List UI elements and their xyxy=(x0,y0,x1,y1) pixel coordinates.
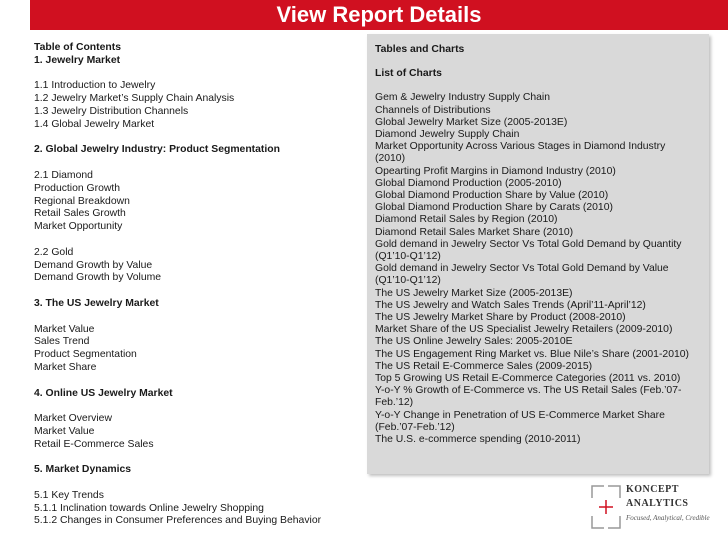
toc-item[interactable]: Retail E-Commerce Sales xyxy=(34,438,154,450)
toc-item[interactable]: 5.1 Key Trends xyxy=(34,489,104,501)
chart-list-item[interactable]: Global Jewelry Market Size (2005-2013E) xyxy=(375,116,568,128)
toc-item[interactable]: 2.2 Gold xyxy=(34,246,74,258)
toc-item[interactable]: Market Overview xyxy=(34,413,112,425)
chart-list-item[interactable]: Opearting Profit Margins in Diamond Industry (2010) xyxy=(375,165,616,177)
chart-list-item[interactable]: Diamond Retail Sales by Region (2010) xyxy=(375,214,558,226)
koncept-analytics-logo xyxy=(582,476,728,546)
chart-list-item[interactable]: (Q1’10-Q1’12) xyxy=(375,275,441,287)
toc-item[interactable]: 1.1 Introduction to Jewelry xyxy=(34,80,156,92)
toc-item[interactable]: Sales Trend xyxy=(34,336,90,348)
logo-brand-line2: ANALYTICS xyxy=(626,498,689,509)
toc-section-heading[interactable]: 5. Market Dynamics xyxy=(34,464,132,476)
chart-list-item[interactable]: The US Jewelry Market Share by Product (2008-2010) xyxy=(375,312,626,324)
toc-item[interactable]: Market Value xyxy=(34,425,95,437)
toc-item[interactable]: Production Growth xyxy=(34,182,121,194)
chart-list-item[interactable]: (Feb.’07-Feb.’12) xyxy=(375,421,455,433)
chart-list-item[interactable]: Gold demand in Jewelry Sector Vs Total Gold Demand by Quantity xyxy=(375,238,682,250)
chart-list-item[interactable]: Global Diamond Production Share by Carats (2010) xyxy=(375,202,613,214)
toc-item[interactable]: Demand Growth by Value xyxy=(34,259,153,271)
chart-list-item[interactable]: The US Retail E-Commerce Sales (2009-2015) xyxy=(375,360,593,372)
charts-list-heading: List of Charts xyxy=(375,68,442,80)
chart-list-item[interactable]: Y-o-Y Change in Penetration of US E-Commerce Market Share xyxy=(375,409,665,421)
toc-section-heading[interactable]: 3. The US Jewelry Market xyxy=(34,297,159,309)
toc-item[interactable]: 2.1 Diamond xyxy=(34,169,93,181)
chart-list-item[interactable]: Diamond Retail Sales Market Share (2010) xyxy=(375,226,574,238)
charts-list xyxy=(375,92,707,446)
chart-list-item[interactable]: Channels of Distributions xyxy=(375,104,491,116)
chart-list-item[interactable]: Diamond Jewelry Supply Chain xyxy=(375,129,520,141)
toc-item[interactable]: Market Value xyxy=(34,323,95,335)
chart-list-item[interactable]: Global Diamond Production (2005-2010) xyxy=(375,177,562,189)
chart-list-item[interactable]: The US Jewelry and Watch Sales Trends (April’11-April’12) xyxy=(375,299,646,311)
chart-list-item[interactable]: Feb.’12) xyxy=(375,397,414,409)
chart-list-item[interactable]: Global Diamond Production Share by Value (2010) xyxy=(375,190,609,202)
chart-list-item[interactable]: The U.S. e-commerce spending (2010-2011) xyxy=(375,434,581,446)
chart-list-item[interactable]: Gold demand in Jewelry Sector Vs Total Gold Demand by Value xyxy=(375,263,669,275)
chart-list-item[interactable]: Market Share of the US Specialist Jewelry Retailers (2009-2010) xyxy=(375,324,673,336)
logo-tagline: Focused, Analytical, Credible xyxy=(626,514,710,522)
toc-item[interactable]: 1.4 Global Jewelry Market xyxy=(34,118,155,130)
toc-item[interactable]: Market Share xyxy=(34,361,97,373)
table-of-contents xyxy=(34,42,354,528)
toc-item[interactable]: Market Opportunity xyxy=(34,221,123,233)
logo-brand-line1: KONCEPT xyxy=(626,484,679,495)
toc-section-heading[interactable]: 4. Online US Jewelry Market xyxy=(34,387,173,399)
chart-list-item[interactable]: (2010) xyxy=(375,153,406,165)
toc-item[interactable]: Demand Growth by Volume xyxy=(34,272,162,284)
chart-list-item[interactable]: Y-o-Y % Growth of E-Commerce vs. The US Retail Sales (Feb.’07- xyxy=(375,385,682,397)
toc-item[interactable]: 5.1.1 Inclination towards Online Jewelry Shopping xyxy=(34,502,264,514)
charts-panel xyxy=(367,34,709,474)
toc-item[interactable]: 1.3 Jewelry Distribution Channels xyxy=(34,105,189,117)
chart-list-item[interactable]: (Q1’10-Q1’12) xyxy=(375,251,441,263)
chart-list-item[interactable]: The US Engagement Ring Market vs. Blue Nile’s Share (2001-2010) xyxy=(375,348,689,360)
toc-section-heading[interactable]: 2. Global Jewelry Industry: Product Segmentation xyxy=(34,144,280,156)
chart-list-item[interactable]: Top 5 Growing US Retail E-Commerce Categories (2011 vs. 2010) xyxy=(375,373,681,385)
charts-panel-heading: Tables and Charts xyxy=(375,44,465,55)
chart-list-item[interactable]: The US Jewelry Market Size (2005-2013E) xyxy=(375,287,573,299)
chart-list-item[interactable]: The US Online Jewelry Sales: 2005-2010E xyxy=(375,336,573,348)
chart-list-item[interactable]: Gem & Jewelry Industry Supply Chain xyxy=(375,92,550,104)
toc-section-heading[interactable]: 1. Jewelry Market xyxy=(34,54,121,66)
toc-item[interactable]: Retail Sales Growth xyxy=(34,208,126,220)
toc-item[interactable]: Regional Breakdown xyxy=(34,195,130,207)
toc-heading: Table of Contents xyxy=(34,42,121,53)
toc-item[interactable]: Product Segmentation xyxy=(34,349,137,361)
toc-item[interactable]: 1.2 Jewelry Market’s Supply Chain Analysis xyxy=(34,93,235,105)
page-title: View Report Details xyxy=(30,0,728,30)
logo-mark-icon xyxy=(590,484,622,530)
toc-item[interactable]: 5.1.2 Changes in Consumer Preferences and Buying Behavior xyxy=(34,515,322,527)
chart-list-item[interactable]: Market Opportunity Across Various Stages in Diamond Industry xyxy=(375,141,666,153)
